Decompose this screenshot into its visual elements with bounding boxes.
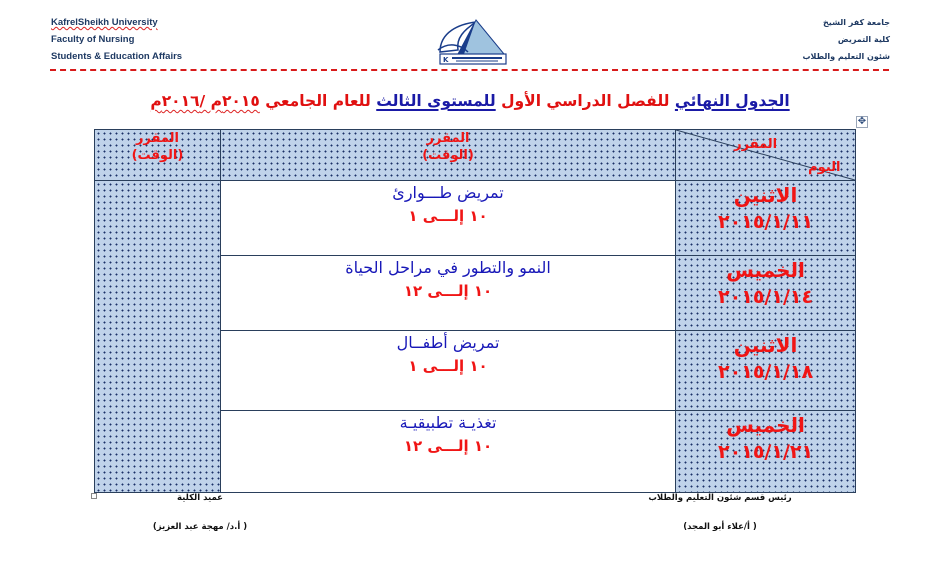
table-header-row: [95, 130, 856, 181]
signature-affairs-head: [600, 493, 840, 532]
signature-dean: [120, 493, 280, 532]
title-level: للمستوى الثالث: [376, 92, 496, 110]
svg-text:K: K: [443, 56, 449, 64]
header-separator: [50, 69, 889, 72]
signature-title: رئيس قسم شئون التعليم والطلاب: [648, 493, 792, 503]
title-academic-year: ٢٠١٥م /٢٠١٦م: [150, 92, 260, 110]
course-name: النمو والتطور في مراحل الحياة: [345, 258, 551, 277]
signature-name: ( أ/علاء أبو المجد): [683, 522, 757, 532]
header-course-time-2: المقرر (الوقت): [95, 130, 221, 181]
course-time: ١٠ إلـــى ١: [408, 357, 488, 375]
title-final-schedule: الجدول النهائي: [674, 92, 790, 110]
day-cell: [676, 411, 856, 493]
university-name-ar: جامعة كفر الشيخ: [823, 18, 890, 27]
exam-date: ٢٠١٥/١/١٤: [718, 286, 814, 308]
title-semester: للفصل الدراسي الأول: [495, 92, 675, 110]
course-name: تغذيـة تطبيقيـة: [399, 413, 497, 432]
day-cell: [676, 331, 856, 411]
header-arabic: [802, 14, 890, 65]
signature-title: عميد الكلية: [177, 493, 223, 503]
department-name-ar: شئون التعليم والطلاب: [802, 52, 890, 61]
course-name: تمريض أطفــال: [396, 333, 500, 352]
exam-date: ٢٠١٥/١/٢١: [718, 441, 814, 463]
signature-name: ( أ.د/ مهجة عبد العزيز): [152, 522, 248, 532]
day-cell: [676, 181, 856, 256]
header-day-course-diagonal: [676, 130, 856, 181]
faculty-name-ar: كلية التمريض: [837, 35, 890, 44]
header-course-label: المقرر: [734, 137, 778, 152]
exam-date: ٢٠١٥/١/١١: [718, 211, 814, 233]
day-name: الاثنين: [733, 333, 798, 357]
empty-course-column: [95, 181, 221, 493]
header-english: [51, 14, 182, 65]
course-name: تمريض طـــوارئ: [392, 183, 504, 202]
department-name-en: Students & Education Affairs: [51, 51, 183, 62]
course-time: ١٠ إلـــى ١: [408, 207, 488, 225]
table-resize-handle-icon[interactable]: [91, 493, 97, 499]
day-cell: [676, 256, 856, 331]
faculty-name-en: Faculty of Nursing: [51, 34, 135, 45]
course-time: ١٠ إلـــى ١٢: [403, 282, 493, 300]
university-name-en: KafrelSheikh University: [51, 17, 158, 28]
header-day-label: اليوم: [808, 160, 841, 175]
course-cell: [220, 331, 675, 411]
course-cell: [220, 256, 675, 331]
course-cell: [220, 181, 675, 256]
exam-schedule-table: [94, 129, 856, 493]
university-logo: [434, 12, 514, 68]
day-name: الخميس: [726, 413, 805, 437]
page-title: [0, 92, 940, 110]
title-academic-year-label: للعام الجامعي: [259, 92, 377, 110]
table-move-handle-icon[interactable]: ✥: [857, 116, 867, 127]
exam-date: ٢٠١٥/١/١٨: [718, 361, 814, 383]
course-cell: [220, 411, 675, 493]
course-time: ١٠ إلـــى ١٢: [403, 437, 493, 455]
day-name: الخميس: [726, 258, 805, 282]
day-name: الاثنين: [733, 183, 798, 207]
table-row: [95, 181, 856, 256]
header-course-time-1: المقرر (الوقت): [220, 130, 675, 181]
